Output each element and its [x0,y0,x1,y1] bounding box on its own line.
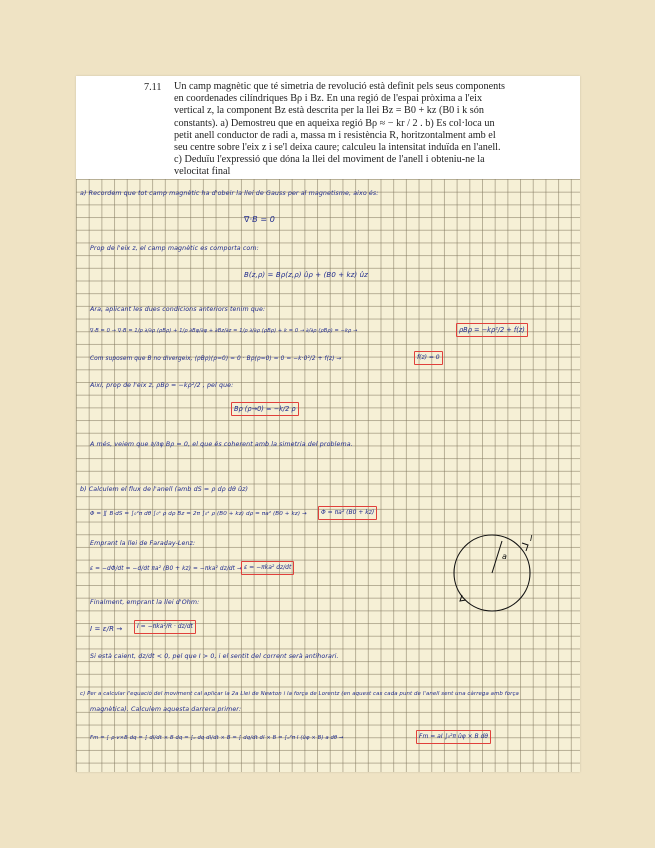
part-a-boxed-result-1: ρBρ = −kρ²/2 + f(z) [456,323,528,337]
part-c-equation-1: Fm = ∫ ρ·v×B dq = ∫ dl/dt × B dq = ∫₀ dq dl/dt × B = ∫ dq/dt dl × B = ∫₀²π I (ûφ × B) a dθ → [90,735,344,741]
statement-line: seu centre sobre l'eix z i se'l deixa caure; calculeu la intensitat induïda en l'anell. [174,142,501,154]
part-a-boxed-result-3: Bρ (ρ→0) ≈ −k/2 ρ [231,402,299,416]
statement-line: velocitat final [174,166,231,178]
part-a-line-6: A més, veiem que ∂/∂φ Bρ = 0, el que és coherent amb la simetria del problema. [90,441,353,448]
part-a-boxed-result-2: f(z) = 0 [414,351,443,365]
ring-diagram [450,529,540,619]
radius-line [492,541,502,573]
document-page [76,76,580,772]
statement-line: petit anell conductor de radi a, massa m i resistència R, horitzontalment amb el [174,129,496,141]
part-c-intro-2: magnètica). Calculem aquesta darrera primer: [90,706,242,713]
statement-line: vertical z, la component Bz està descrita per la llei Bz = B0 + kz (B0 i k són [174,105,484,117]
statement-line: c) Deduïu l'expressió que dóna la llei del moviment de l'anell i obteniu-ne la [174,154,485,166]
part-b-boxed-result-2: ε = −πka² dz/dt [241,561,294,575]
problem-number: 7.11 [144,82,162,93]
graph-paper [76,179,580,772]
part-c-boxed-result-1: Fm = aI ∫₀²π ûφ × B dθ [416,730,491,744]
part-b-line-2: Emprant la llei de Faraday-Lenz: [90,540,196,547]
radius-label: a [502,552,507,561]
statement-line: constants). a) Demostreu que en aqueixa regió Bρ ≈ − kr / 2 . b) Es col·loca un [174,117,495,129]
part-b-equation-1: Φ = ∬ B·dS = ∫₀²π dθ ∫₀ᵃ ρ dρ Bz = 2π ∫₀ᵃ ρ (B0 + kz) dρ = πa² (B0 + kz) → [90,511,307,517]
part-a-line-4: Com suposem que B no divergeix, (ρBρ)(ρ=0) = 0 · Bρ(ρ=0) = 0 = −k·0²/2 + f(z) → [90,356,342,362]
part-a-equation-2: B(z,ρ) = Bρ(z,ρ) ûρ + (B0 + kz) ûz [244,271,368,279]
part-b-line-4: Si està caient, dz/dt < 0, pel que I > 0, i el sentit del corrent serà antihorari. [90,653,339,660]
current-arrow-icon [522,543,528,551]
part-b-boxed-result-1: Φ = πa² (B0 + kz) [318,506,377,520]
current-label: I [530,534,533,543]
part-b-equation-3: I = ε/R → [90,625,123,633]
part-a-equation-3: ∇·B = 0 → ∇·B = 1/ρ ∂/∂ρ (ρBρ) + 1/ρ ∂Bφ/∂φ + ∂Bz/∂z = 1/ρ ∂/∂ρ (ρBρ) + k = 0 → ∂/∂ρ (ρBρ) = −kρ → [90,328,358,334]
part-a-intro: a) Recordem que tot camp magnètic ha d'obeir la llei de Gauss per al magnetisme, aixo és: [80,190,379,197]
part-a-line-3: Ara, aplicant les dues condicions anteriors tenim que: [90,306,266,313]
problem-statement [76,76,580,179]
problem-text [174,81,512,179]
statement-line: en coordenades cilíndriques Bρ i Bz. En una regió de l'espai pròxima a l'eix [174,93,483,105]
part-a-line-5: Així, prop de l'eix z, ρBρ = −kρ²/2 , pel que: [90,382,234,389]
part-b-boxed-result-3: I = −πka²/R · dz/dt [134,620,196,634]
part-b-equation-2: ε = −dΦ/dt = −d/dt πa² (B0 + kz) = −πka² dz/dt → [90,566,242,572]
part-b-intro: b) Calculem el flux de l'anell (amb dS = ρ dρ dθ ûz) [80,486,249,493]
part-a-line-2: Prop de l'eix z, el camp magnètic es comporta com: [90,245,259,252]
part-c-intro: c) Per a calcular l'equació del moviment cal aplicar la 2a Llei de Newton i la força de Lorentz (en aquest cas cada punt de l'anell sent una càrrega amb força [80,691,519,697]
part-b-line-3: Finalment, emprant la llei d'Ohm: [90,599,200,606]
statement-line: Un camp magnètic que té simetria de revolució està definit pels seus components [174,81,505,92]
part-a-equation-1: ∇·B = 0 [244,215,275,224]
